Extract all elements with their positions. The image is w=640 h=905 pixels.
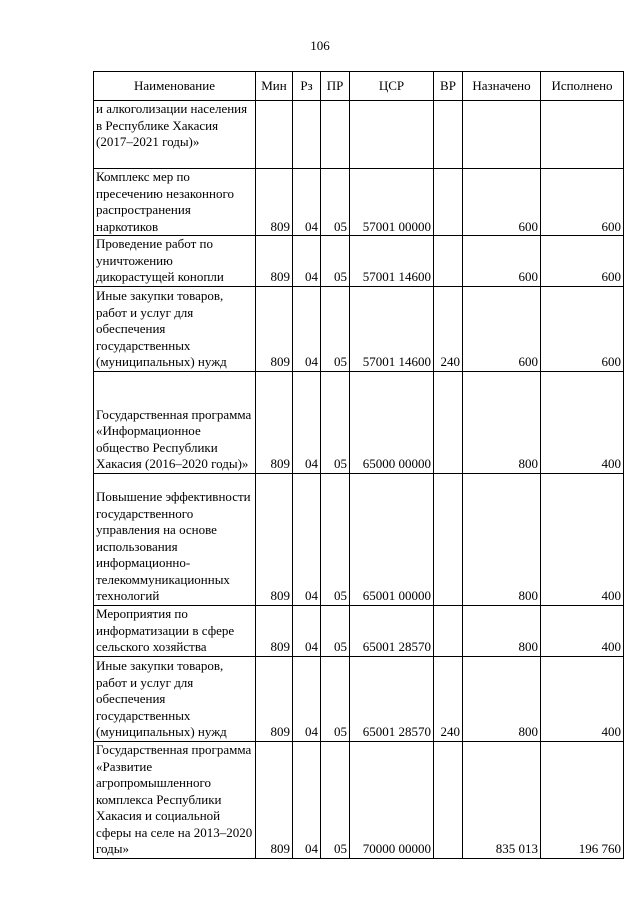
cell-assigned: 600 (463, 169, 541, 236)
cell-pr: 05 (321, 473, 350, 605)
cell-executed: 400 (541, 371, 624, 473)
table-row (94, 236, 624, 287)
cell-pr: 05 (321, 656, 350, 741)
header-assigned: Назначено (463, 72, 541, 101)
cell-vr (434, 236, 463, 287)
cell-rz: 04 (293, 656, 321, 741)
cell-executed: 600 (541, 236, 624, 287)
cell-min: 809 (256, 169, 293, 236)
cell-name: Комплекс мер по пресечению незаконного распространения наркотиков (94, 169, 256, 236)
table-header-row (94, 72, 624, 101)
cell-min (256, 101, 293, 169)
cell-rz (293, 101, 321, 169)
cell-rz: 04 (293, 286, 321, 371)
table-row (94, 605, 624, 656)
cell-csr: 57001 14600 (350, 286, 434, 371)
header-csr: ЦСР (350, 72, 434, 101)
cell-csr: 65001 28570 (350, 656, 434, 741)
cell-csr: 65001 00000 (350, 473, 434, 605)
cell-assigned: 800 (463, 371, 541, 473)
header-pr: ПР (321, 72, 350, 101)
page-number: 106 (310, 38, 330, 53)
table-row (94, 101, 624, 169)
cell-vr: 240 (434, 656, 463, 741)
cell-csr (350, 101, 434, 169)
cell-pr: 05 (321, 741, 350, 858)
cell-assigned: 800 (463, 656, 541, 741)
cell-rz: 04 (293, 473, 321, 605)
cell-executed (541, 101, 624, 169)
cell-name: Проведение работ по уничтожению дикорастущей конопли (94, 236, 256, 287)
cell-assigned: 800 (463, 605, 541, 656)
cell-min: 809 (256, 656, 293, 741)
cell-rz: 04 (293, 169, 321, 236)
cell-pr: 05 (321, 371, 350, 473)
cell-vr (434, 605, 463, 656)
cell-min: 809 (256, 286, 293, 371)
header-min: Мин (256, 72, 293, 101)
table-row (94, 473, 624, 605)
table-row (94, 741, 624, 858)
cell-csr: 70000 00000 (350, 741, 434, 858)
header-rz: Рз (293, 72, 321, 101)
table-row (94, 169, 624, 236)
cell-executed: 400 (541, 473, 624, 605)
cell-pr: 05 (321, 605, 350, 656)
cell-assigned: 600 (463, 236, 541, 287)
cell-executed: 600 (541, 286, 624, 371)
cell-name: Государственная программа «Развитие агропромышленного комплекса Республики Хакасия и социальной сферы на селе на 2013–2020 годы» (94, 741, 256, 858)
cell-min: 809 (256, 236, 293, 287)
cell-vr (434, 473, 463, 605)
cell-pr: 05 (321, 169, 350, 236)
cell-name: Мероприятия по информатизации в сфере сельского хозяйства (94, 605, 256, 656)
cell-executed: 196 760 (541, 741, 624, 858)
table-row (94, 656, 624, 741)
cell-name: Иные закупки товаров, работ и услуг для обеспечения государственных (муниципальных) нужд (94, 286, 256, 371)
cell-min: 809 (256, 741, 293, 858)
table-row (94, 371, 624, 473)
cell-name: Государственная программа «Информационное общество Республики Хакасия (2016–2020 годы)» (94, 371, 256, 473)
cell-min: 809 (256, 371, 293, 473)
header-executed: Исполнено (541, 72, 624, 101)
cell-vr (434, 169, 463, 236)
cell-rz: 04 (293, 605, 321, 656)
cell-pr: 05 (321, 286, 350, 371)
cell-vr (434, 101, 463, 169)
cell-min: 809 (256, 605, 293, 656)
header-name: Наименование (94, 72, 256, 101)
cell-assigned (463, 101, 541, 169)
cell-csr: 57001 14600 (350, 236, 434, 287)
cell-csr: 65000 00000 (350, 371, 434, 473)
cell-rz: 04 (293, 236, 321, 287)
cell-rz: 04 (293, 741, 321, 858)
cell-vr (434, 371, 463, 473)
table-row (94, 286, 624, 371)
cell-executed: 600 (541, 169, 624, 236)
cell-min: 809 (256, 473, 293, 605)
cell-csr: 65001 28570 (350, 605, 434, 656)
cell-executed: 400 (541, 605, 624, 656)
cell-vr: 240 (434, 286, 463, 371)
cell-assigned: 600 (463, 286, 541, 371)
cell-vr (434, 741, 463, 858)
budget-table (93, 71, 624, 859)
cell-name: и алкоголизации населения в Республике Хакасия (2017–2021 годы)» (94, 101, 256, 169)
cell-name: Повышение эффективности государственного управления на основе использования информационно-телекоммуникационных технологий (94, 473, 256, 605)
header-vr: ВР (434, 72, 463, 101)
cell-name: Иные закупки товаров, работ и услуг для обеспечения государственных (муниципальных) нужд (94, 656, 256, 741)
cell-assigned: 800 (463, 473, 541, 605)
cell-csr: 57001 00000 (350, 169, 434, 236)
cell-pr (321, 101, 350, 169)
cell-pr: 05 (321, 236, 350, 287)
cell-assigned: 835 013 (463, 741, 541, 858)
cell-executed: 400 (541, 656, 624, 741)
cell-rz: 04 (293, 371, 321, 473)
